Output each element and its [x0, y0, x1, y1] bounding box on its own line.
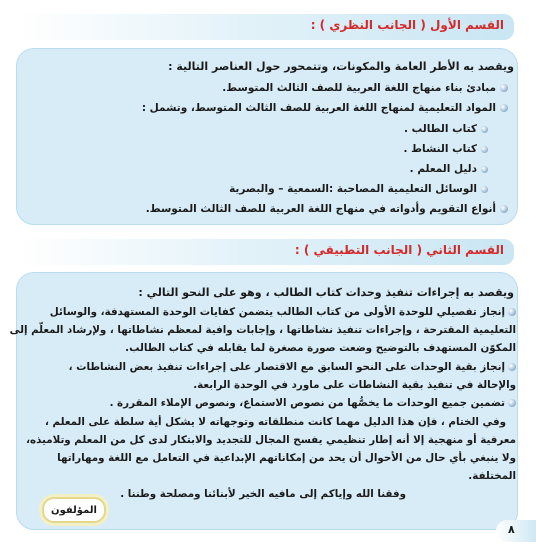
bullet-icon	[508, 399, 516, 407]
section2-line: إنجاز بقية الوحدات على النحو السابق مع الاقتصار على إجراءات تنفيذ بعض النشاطات ،	[26, 361, 516, 373]
section2-closing: وفقنا الله وإياكم إلى مافيه الخير لأبنائنا ومصلحة وطننا .	[120, 488, 406, 500]
section2-line: وفي الختام ، فإن هذا الدليل مهما كانت منطلقاته وتوجهاته لا يشكل أية سلطة على المعلم ،	[45, 416, 506, 428]
section1-title: القسم الأول ( الجانب النظري ) :	[310, 18, 504, 32]
section1-subitem: الوسائل التعليمية المصاحبة :السمعية – والبصرية	[229, 183, 488, 195]
bullet-icon	[508, 308, 516, 316]
bullet-icon	[500, 84, 508, 92]
section2-line: تضمين جميع الوحدات ما يخصُّها من نصوص الاستماع، ونصوص الإملاء المقررة .	[26, 397, 516, 409]
bullet-icon	[500, 104, 508, 112]
section1-subitem: كتاب الطالب .	[404, 123, 488, 135]
section2-line: ولا ينبغي بأي حال من الأحوال أن يحد من إمكاناتهم الإبداعية في التعامل مع اللغة ومهاراتها	[57, 452, 516, 464]
authors-signature: المؤلفون	[42, 497, 106, 523]
section1-header-band	[18, 14, 514, 40]
section2-line: والإحالة في تنفيذ بقية النشاطات على ماورد في الوحدة الرابعة.	[193, 379, 516, 391]
section1-intro: ويقصد به الأطر العامة والمكونات، وتتمحور حول العناصر التالية :	[168, 60, 514, 73]
section1-item: أنواع التقويم وأدواته في منهاج اللغة العربية للصف الثالث المتوسط.	[146, 203, 508, 215]
section2-line: المكوّن المستهدف بالتوضيح وضعت صورة مصغرة لما يقابله في كتاب الطالب.	[125, 342, 516, 354]
section1-subitem: دليل المعلم .	[410, 163, 488, 175]
bullet-icon	[481, 166, 488, 173]
page-number-tab	[496, 520, 536, 542]
bullet-icon	[481, 146, 488, 153]
section1-panel	[16, 48, 518, 225]
section1-item: المواد التعليمية لمنهاج اللغة العربية للصف الثالث المتوسط، وتشمل :	[142, 102, 508, 114]
bullet-icon	[481, 126, 488, 133]
section2-header-band	[18, 239, 514, 265]
bullet-icon	[508, 363, 516, 371]
section2-line: التعليمية المقترحة ، وإجراءات تنفيذ نشاطاتها ، وإجابات وافية لمعظم نشاطاتها ، ولإرشاد المعلّم إلى	[9, 324, 516, 336]
section1-item: مبادئ بناء منهاج اللغة العربية للصف الثالث المتوسط.	[222, 82, 508, 94]
bullet-icon	[481, 186, 488, 193]
bullet-icon	[500, 205, 508, 213]
page-number: ٨	[508, 523, 515, 536]
section1-subitem: كتاب النشاط .	[403, 143, 488, 155]
section2-title: القسم الثاني ( الجانب التطبيقي ) :	[294, 243, 504, 257]
section2-line: معرفية أو منهجية إلا أنه إطار تنظيمي يفسح المجال للتجديد والابتكار لدى كل من المعلم وتلاميذه،	[26, 434, 516, 446]
section2-line: المختلفة.	[468, 470, 516, 482]
section2-line: إنجاز تفصيلي للوحدة الأولى من كتاب الطالب يتضمن كفايات الوحدة المستهدفة، والوسائل	[26, 306, 516, 318]
section2-intro: ويقصد به إجراءات تنفيذ وحدات كتاب الطالب ، وهو على النحو التالي :	[138, 286, 514, 299]
